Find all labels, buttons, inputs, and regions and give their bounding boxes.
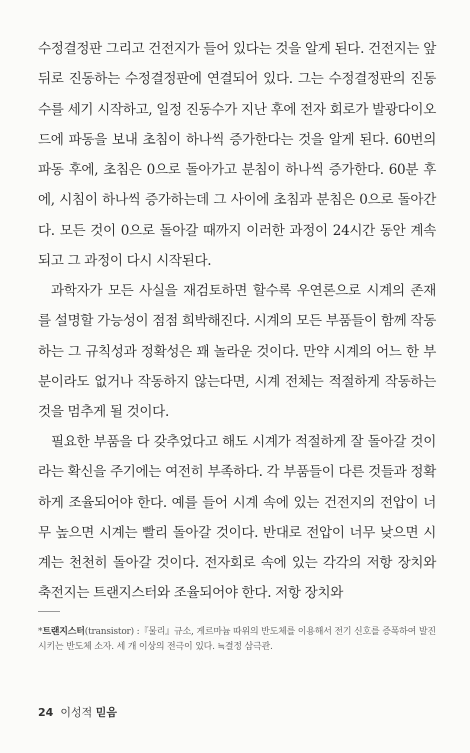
footnote-divider <box>38 611 60 612</box>
book-title-light: 이성적 <box>60 706 96 719</box>
footnote <box>38 625 436 655</box>
footnote-text: (transistor) :『물리』규소, 게르마늄 따위의 반도체를 이용해서 전기 신호를 증폭하여 발진시키는 반도체 소자. 세 개 이상의 전극이 있다. ≒결정 삼극관. <box>38 627 436 652</box>
footnote-term: 트랜지스터 <box>42 627 85 637</box>
body-paragraph-1: 수정결정판 그리고 건전지가 들어 있다는 것을 알게 된다. 건전지는 앞뒤로 진동하는 수정결정판에 연결되어 있다. 그는 수정결정판의 진동수를 세기 시작하고, 일정 진동수가 지난 후에 전자 회로가 발광다이오드에 파동을 보내 초침이 하나씩 증가한다는 것을 알게 된다. 60번의 파동 후에, 초침은 0으로 돌아가고 분침이 하나씩 증가한다. 60분 후에, 시침이 하나씩 증가하는데 그 사이에 초침과 분침은 0으로 돌아간다. 모든 것이 0으로 돌아갈 때까지 이러한 과정이 24시간 동안 계속되고 그 과정이 다시 시작된다. <box>38 41 436 270</box>
page-number: 24 <box>38 706 54 719</box>
book-title-bold: 믿음 <box>95 706 117 719</box>
body-paragraph-2: 과학자가 모든 사실을 재검토하면 할수록 우연론으로 시계의 존재를 설명할 가능성이 점점 희박해진다. 시계의 모든 부품들이 함께 작동하는 그 규칙성과 정확성은 꽤 놀라운 것이다. 만약 시계의 어느 한 부분이라도 없거나 작동하지 않는다면, 시계 전체는 적절하게 작동하는 것을 멈추게 될 것이다. <box>38 283 436 421</box>
page-footer <box>38 704 117 720</box>
body-paragraph-3: 필요한 부품을 다 갖추었다고 해도 시계가 적절하게 잘 돌아갈 것이라는 확신을 주기에는 여전히 부족하다. 각 부품들이 다른 것들과 정확하게 조율되어야 한다. 예를 들어 시계 속에 있는 건전지의 전압이 너무 높으면 시계는 빨리 돌아갈 것이다. 반대로 전압이 너무 낮으면 시계는 천천히 돌아갈 것이다. 전자회로 속에 있는 각각의 저항 장치와 축전지는 트랜지스터와 조율되어야 한다. 저항 장치와 <box>38 434 436 602</box>
footnote-marker: * <box>38 627 43 637</box>
